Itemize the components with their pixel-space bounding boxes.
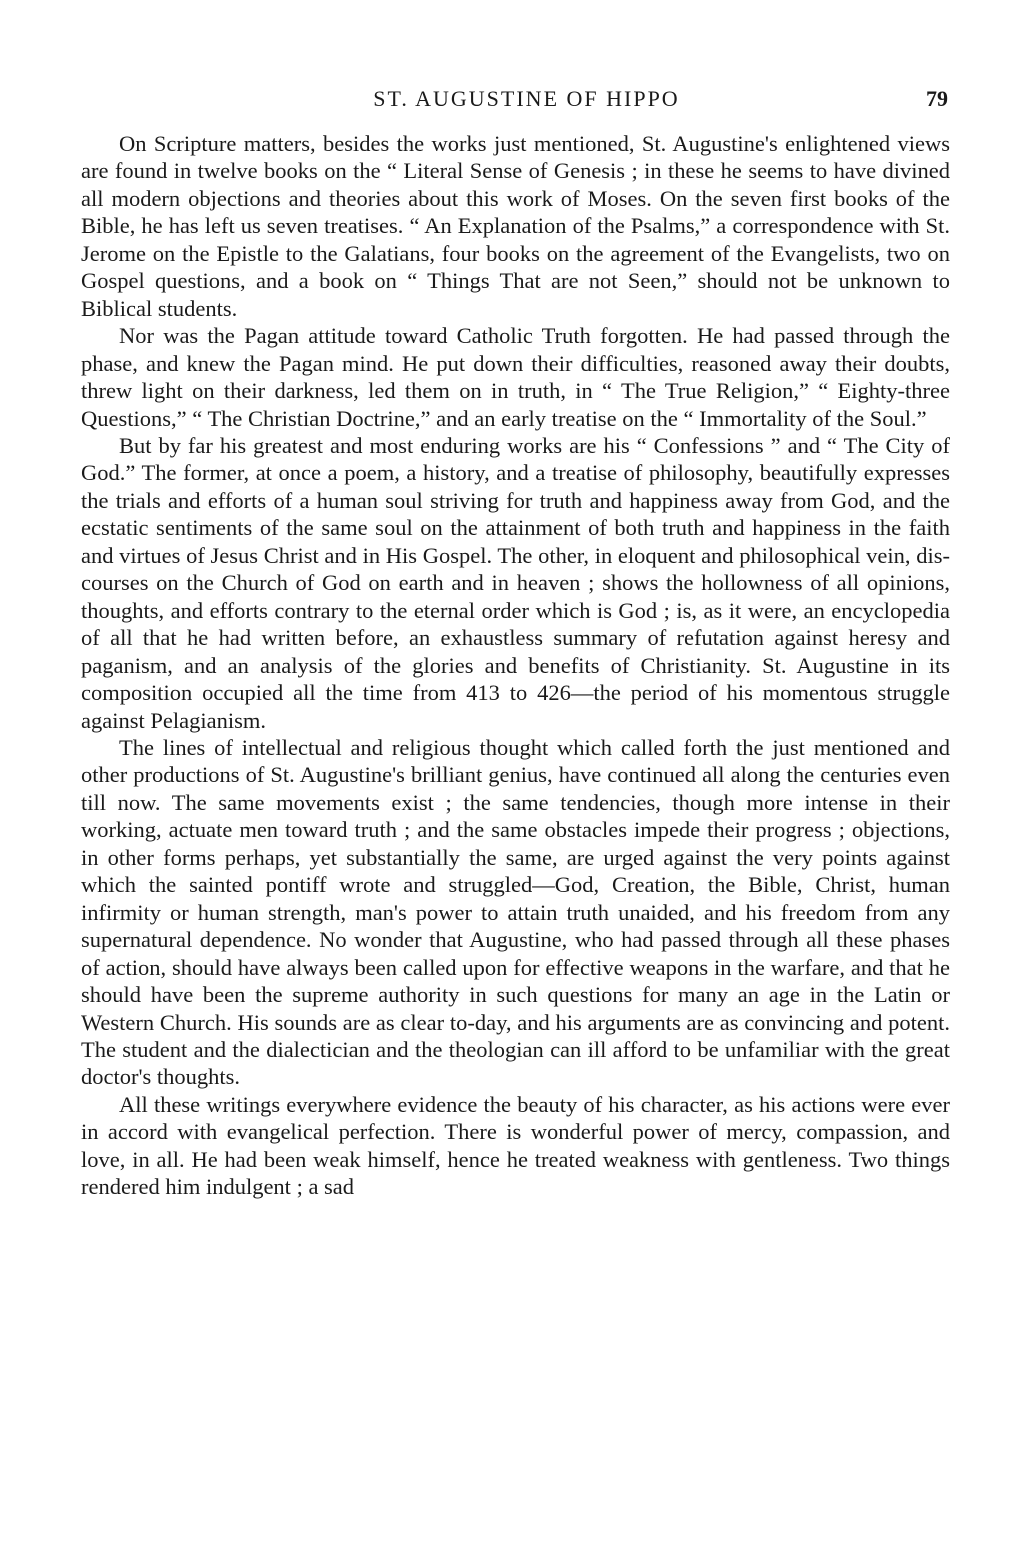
body-text [81,130,950,1201]
paragraph: Nor was the Pagan attitude toward Catholic Truth forgotten. He had passed through the phase, and knew the Pagan mind. He put down their difficulties, reasoned away their doubts, threw light on their darkness, led them on in truth, in “ The True Religion,” “ Eighty-three Questions,” “ The Christian Doctrine,” and an early treatise on the “ Immortality of the Soul.” [81,323,950,431]
book-page [81,86,950,1201]
page-number: 79 [926,86,948,111]
paragraph: All these writings everywhere evidence the beauty of his character, as his actions were ever in accord with evangelical perfection. There is wonderful power of mercy, compassion, and love, in all. He had been weak himself, hence he treated weakness with gentleness. Two things rendered him indulgent ; a sad [81,1091,950,1200]
running-title: ST. AUGUSTINE OF HIPPO [373,86,680,111]
paragraph: But by far his greatest and most enduring works are his “ Confessions ” and “ The City of God.” The former, at once a poem, a history, and a treatise of philosophy, beautifully expresses the trials and efforts of a human soul striving for truth and happiness away from God, and the ecstatic sentiments of the same soul on the attainment of both truth and happiness in the faith and virtues of Jesus Christ and in His Gospel. The other, in eloquent and philosophical vein, discourses on the Church of God on earth and in heaven ; shows the hollowness of all opinions, thoughts, and efforts contrary to the eternal order which is God ; is, as it were, an encyclopedia of all that he had written before, an exhaustless summary of refutation against heresy and paganism, and an analysis of the glories and benefits of Christianity. St. Augustine in its composition occupied all the time from 413 to 426—the period of his momentous struggle against Pelagianism. [81,432,950,733]
running-head [81,86,950,116]
paragraph: On Scripture matters, besides the works just mentioned, St. Augustine's enlightened views are found in twelve books on the “ Literal Sense of Genesis ; in these he seems to have divined all modern objections and theories about this work of Moses. On the seven first books of the Bible, he has left us seven treatises. “ An Explanation of the Psalms,” a correspondence with St. Jerome on the Epistle to the Galatians, four books on the agreement of the Evangelists, two on Gospel questions, and a book on “ Things That are not Seen,” should not be unknown to Biblical students. [81,131,950,321]
paragraph: The lines of intellectual and religious thought which called forth the just mentioned and other productions of St. Augustine's brilliant genius, have continued all along the centuries even till now. The same movements exist ; the same tendencies, though more intense in their working, actuate men toward truth ; and the same obstacles impede their progress ; objections, in other forms perhaps, yet substantially the same, are urged against the very points against which the sainted pontiff wrote and struggled—God, Creation, the Bible, Christ, human infirmity or human strength, man's power to attain truth unaided, and his freedom from any supernatural dependence. No wonder that Augustine, who had passed through all these phases of action, should have always been called upon for effective weapons in the warfare, and that he should have been the supreme authority in such questions for many an age in the Latin or Western Church. His sounds are as clear to-day, and his arguments are as convincing and potent. The student and the dialectician and the theologian can ill afford to be unfamiliar with the great doctor's thoughts. [81,734,950,1090]
